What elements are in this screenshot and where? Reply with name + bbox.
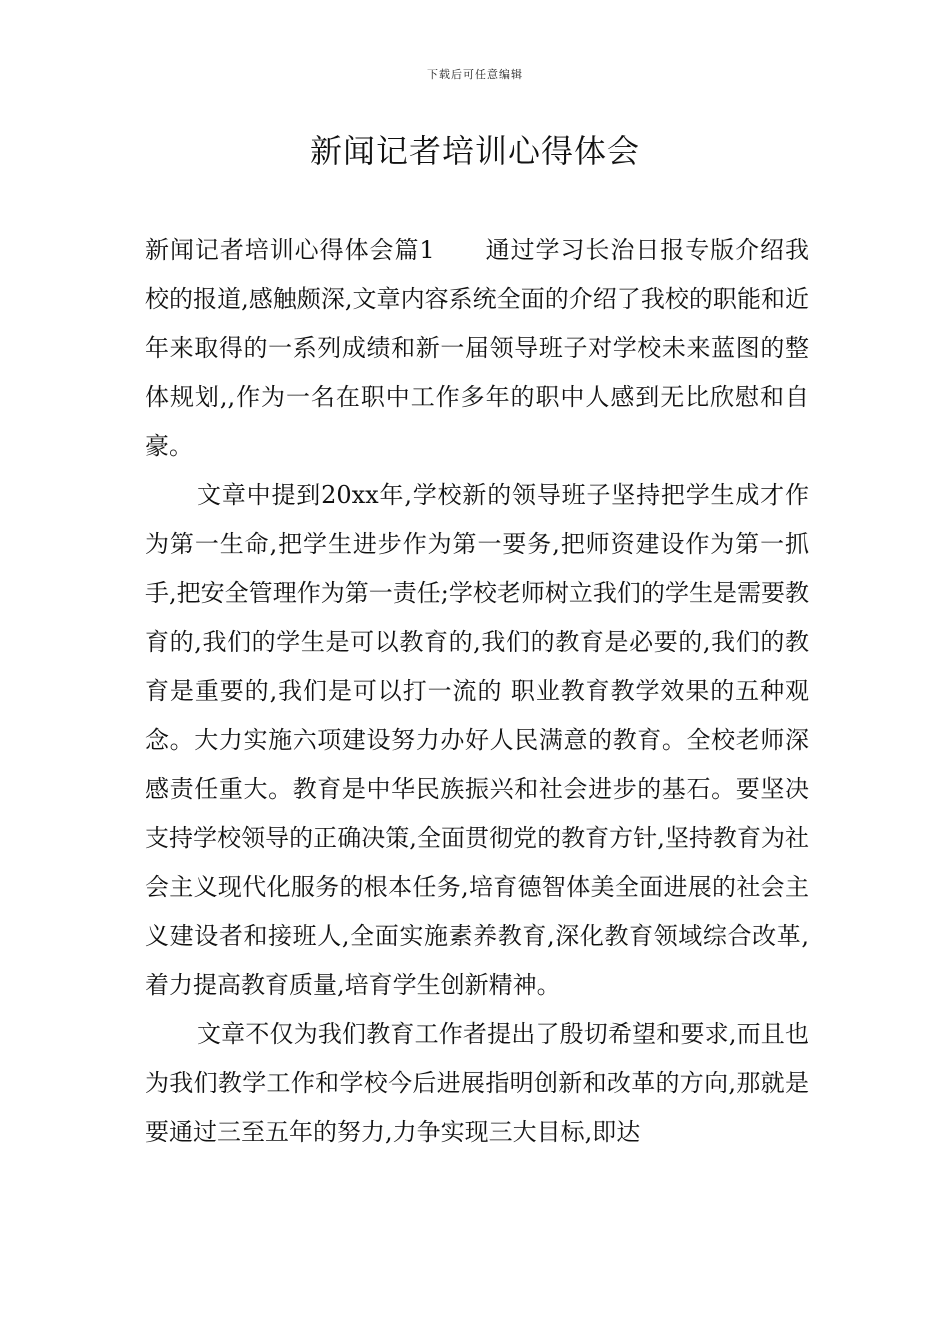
document-body xyxy=(145,226,809,1157)
paragraph-1 xyxy=(145,226,809,471)
document-title: 新闻记者培训心得体会 xyxy=(309,132,640,170)
article-heading: 新闻记者培训心得体会篇1 xyxy=(145,236,435,264)
paragraph-3: 文章不仅为我们教育工作者提出了殷切希望和要求,而且也为我们教学工作和学校今后进展指明创新和改革的方向,那就是要通过三至五年的努力,力争实现三大目标,即达 xyxy=(145,1020,809,1146)
header-note: 下载后可任意编辑 xyxy=(427,68,523,81)
paragraph-2: 文章中提到20xx年,学校新的领导班子坚持把学生成才作为第一生命,把学生进步作为第一要务,把师资建设作为第一抓手,把安全管理作为第一责任;学校老师树立我们的学生是需要教育的,我们的学生是可以教育的,我们的教育是必要的,我们的教育是重要的,我们是可以打一流的 职业教育教学效果的五种观念。大力实施六项建设努力办好人民满意的教育。全校老师深感责任重大。教育是中华民族振兴和社会进步的基石。要坚决支持学校领导的正确决策,全面贯彻党的教育方针,坚持教育为社会主义现代化服务的根本任务,培育德智体美全面进展的社会主义建设者和接班人,全面实施素养教育,深化教育领域综合改革,着力提高教育质量,培育学生创新精神。 xyxy=(145,481,809,999)
paragraph-1-text: 通过学习长治日报专版介绍我校的报道,感触颇深,文章内容系统全面的介绍了我校的职能和近年来取得的一系列成绩和新一届领导班子对学校未来蓝图的整体规划,,作为一名在职中工作多年的职中人感到无比欣慰和自豪。 xyxy=(145,236,809,460)
